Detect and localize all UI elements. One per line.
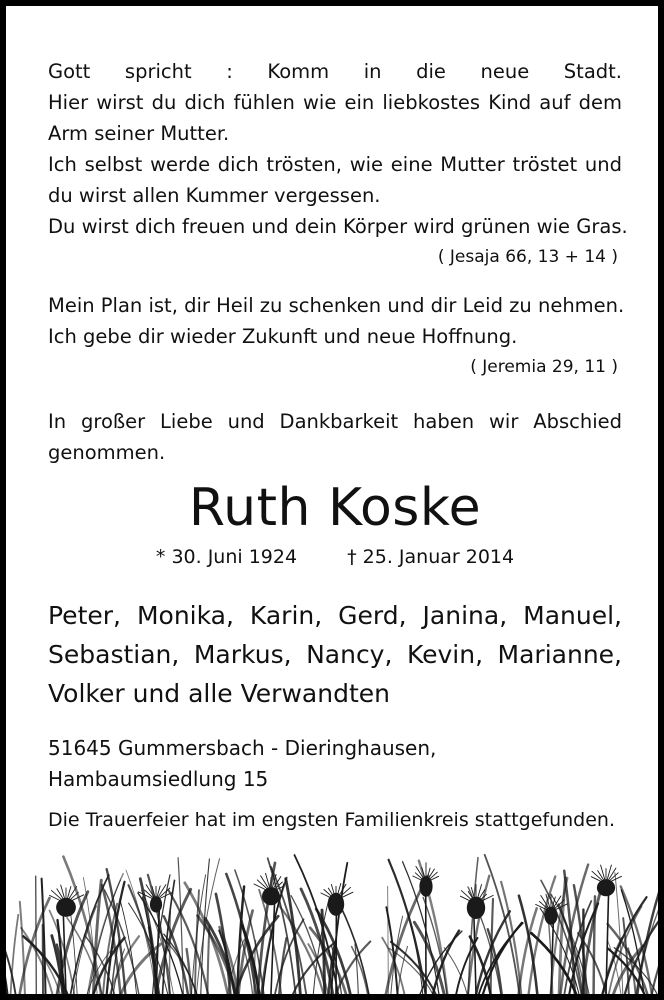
- verse-line: Mein Plan ist, dir Heil zu schenken und dir Leid zu nehmen.: [48, 294, 625, 317]
- grass-blades: [6, 855, 658, 994]
- thistle-head: [262, 887, 280, 905]
- obituary-content: [48, 56, 628, 835]
- grass-blade: [582, 884, 602, 994]
- life-dates: [48, 540, 622, 574]
- mourner-line: Sebastian, Markus, Nancy, Kevin, Marianne,: [48, 640, 622, 669]
- death-date: † 25. Januar 2014: [347, 546, 515, 568]
- mourner-line: Volker und alle Verwandten: [48, 679, 390, 708]
- verse-line: Gott spricht : Komm in die neue Stadt.: [48, 60, 622, 83]
- birth-date: * 30. Juni 1924: [155, 546, 298, 568]
- address-line: 51645 Gummersbach - Dieringhausen,: [48, 736, 437, 760]
- thistle-head: [467, 897, 485, 919]
- thistle-head: [150, 896, 162, 912]
- thistle-head: [328, 893, 344, 916]
- farewell-line: genommen.: [48, 441, 166, 464]
- verse-jeremia: [48, 290, 625, 382]
- grass-blade: [178, 858, 183, 994]
- farewell-line: In großer Liebe und Dankbarkeit haben wir Abschied: [48, 410, 622, 433]
- address-line: Hambaumsiedlung 15: [48, 767, 269, 791]
- farewell-text: [48, 406, 622, 468]
- verse-line: Arm seiner Mutter.: [48, 122, 230, 145]
- verse-reference: ( Jeremia 29, 11 ): [470, 357, 618, 377]
- mourner-line: Peter, Monika, Karin, Gerd, Janina, Manuel,: [48, 601, 622, 630]
- verse-line: Hier wirst du dich fühlen wie ein liebkostes Kind auf dem: [48, 91, 622, 114]
- thistle-head: [56, 898, 76, 917]
- verse-line: du wirst allen Kummer vergessen.: [48, 184, 381, 207]
- verse-jesaja: [48, 56, 628, 272]
- grass-blade: [519, 908, 537, 994]
- thistle-head: [419, 876, 432, 897]
- grass-blade: [11, 915, 19, 994]
- grass-silhouette-icon: [6, 854, 658, 994]
- thistle-head: [544, 907, 557, 925]
- deceased-name: Ruth Koske: [188, 478, 482, 538]
- verse-line: Ich gebe dir wieder Zukunft und neue Hoffnung.: [48, 325, 518, 348]
- grass-blade: [36, 876, 37, 994]
- verse-line: Du wirst dich freuen und dein Körper wird grünen wie Gras.: [48, 215, 628, 238]
- thistle-head: [597, 879, 615, 896]
- grass-blade: [279, 905, 324, 994]
- verse-reference: ( Jesaja 66, 13 + 14 ): [437, 247, 618, 267]
- grass-blade: [207, 926, 209, 994]
- address-block: [48, 733, 622, 795]
- verse-line: Ich selbst werde dich trösten, wie eine Mutter tröstet und: [48, 153, 622, 176]
- mourners-list: [48, 596, 622, 713]
- funeral-notice: Die Trauerfeier hat im engsten Familienkreis stattgefunden.: [48, 809, 616, 831]
